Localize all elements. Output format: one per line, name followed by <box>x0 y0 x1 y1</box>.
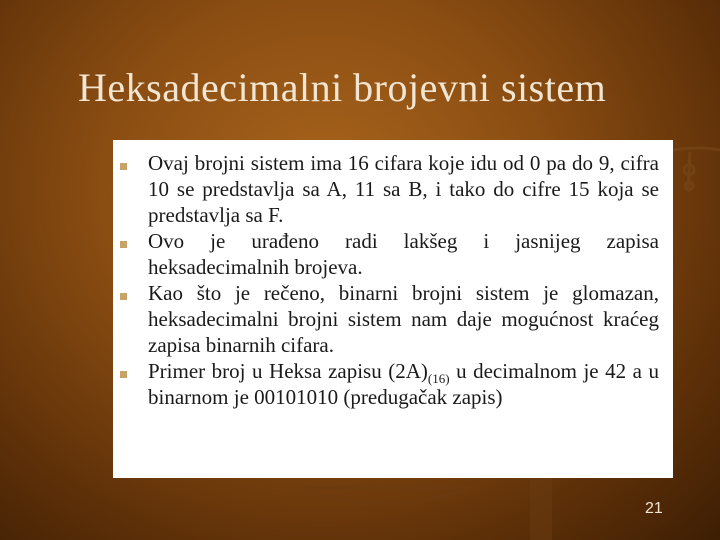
subscript-base: (16) <box>427 371 450 386</box>
bullet-text: Ovo je urađeno radi lakšeg i jasnijeg zapisa heksadecimalnih brojeva. <box>148 229 659 279</box>
square-bullet-icon <box>120 241 127 248</box>
bullet-text-part: u decimalnom je 42 a u binarnom je 00101010 (predugačak zapis) <box>148 359 659 409</box>
slide-title: Heksadecimalni brojevni sistem <box>78 65 607 110</box>
square-bullet-icon <box>120 163 127 170</box>
bullet-list <box>113 150 673 410</box>
page-number: 21 <box>645 500 663 517</box>
bullet-item <box>113 150 673 228</box>
bullet-item <box>113 228 673 280</box>
bullet-text-part: Primer broj u Heksa zapisu (2A) <box>148 359 428 383</box>
square-bullet-icon <box>120 371 127 378</box>
bullet-text: Ovaj brojni sistem ima 16 cifara koje idu od 0 pa do 9, cifra 10 se predstavlja sa A, 11 sa B, i tako do cifre 15 koja se predstavlja sa F. <box>148 151 659 227</box>
bullet-item <box>113 280 673 358</box>
bullet-text <box>148 358 659 410</box>
bullet-text: Kao što je rečeno, binarni brojni sistem je glomazan, heksadecimalni brojni sistem nam daje mogućnost kraćeg zapisa binarnih cifara. <box>148 281 659 357</box>
square-bullet-icon <box>120 293 127 300</box>
bullet-item <box>113 358 673 410</box>
content-box <box>113 140 673 478</box>
